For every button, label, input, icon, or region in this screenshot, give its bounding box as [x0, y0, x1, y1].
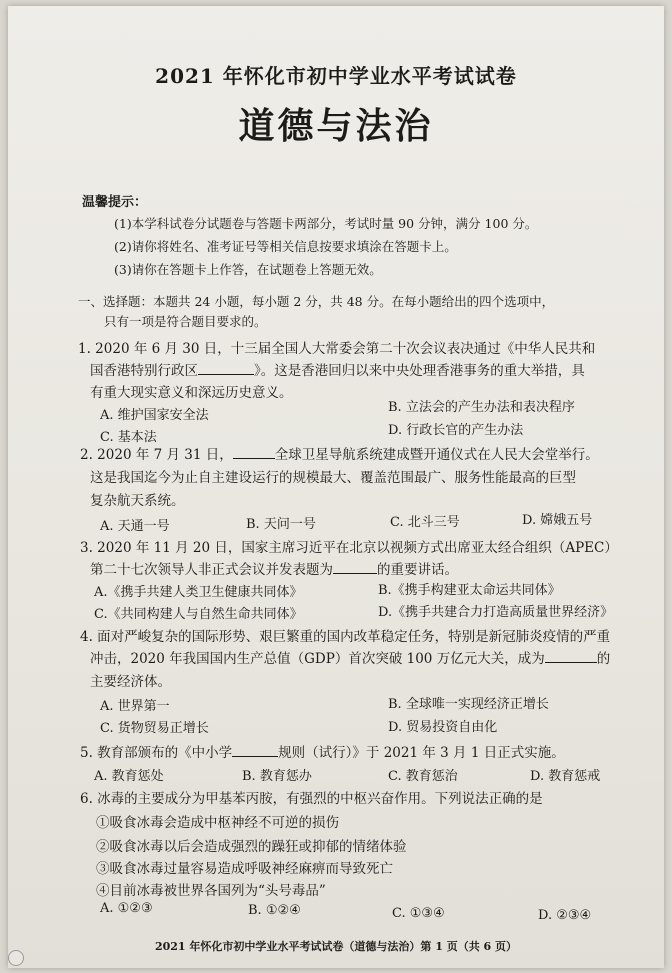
option-c: C.《共同构建人与自然生命共同体》 [94, 607, 303, 622]
option-b: B.《携手构建亚太命运共同体》 [378, 583, 561, 598]
option-b: B. 天问一号 [246, 517, 316, 532]
question-1-text: 有重大现实意义和深远历史意义。 [90, 385, 293, 401]
tip-item: (3)请你在答题卡上作答，在试题卷上答题无效。 [114, 262, 382, 277]
answer-blank [198, 362, 254, 375]
option-a: A. 天通一号 [100, 519, 170, 534]
option-a: A. 维护国家安全法 [100, 408, 209, 423]
answer-blank [545, 650, 597, 663]
option-d: D. 嫦娥五号 [522, 513, 593, 528]
option-b: B. 立法会的产生办法和表决程序 [388, 400, 575, 415]
question-3-text: 3. 2020 年 11 月 20 日，国家主席习近平在北京以视频方式出席亚太经合组织（APEC） [80, 540, 618, 556]
option-b: B. ①②④ [248, 903, 301, 918]
tips-heading: 温馨提示： [82, 195, 148, 210]
option-d: D. ②③④ [538, 908, 592, 923]
corner-mark-icon [8, 950, 24, 966]
statement-item: ①吸食冰毒会造成中枢神经不可逆的损伤 [96, 815, 339, 831]
option-c: C. ①③④ [392, 906, 445, 921]
question-4-text: 主要经济体。 [90, 674, 171, 690]
question-2-text: 这是我国迄今为止自主建设运行的规模最大、覆盖范围最广、服务性能最高的巨型 [90, 470, 576, 486]
page-footer: 2021 年怀化市初中学业水平考试试卷（道德与法治）第 1 页（共 6 页） [154, 940, 518, 953]
option-a: A. 教育惩处 [94, 769, 164, 784]
option-a: A.《携手共建人类卫生健康共同体》 [94, 585, 303, 600]
exam-title: 2021 年怀化市初中学业水平考试试卷 [155, 64, 517, 88]
statement-item: ③吸食冰毒过量容易造成呼吸神经麻痹而导致死亡 [96, 861, 393, 877]
question-3-text: 第二十七次领导人非正式会议并发表题为 的重要讲话。 [90, 562, 458, 578]
option-d: D. 行政长官的产生办法 [388, 423, 524, 438]
option-c: C. 教育惩治 [388, 769, 458, 784]
question-1-text: 1. 2020 年 6 月 30 日，十三届全国人大常委会第二十次会议表决通过《中华人民共和 [78, 341, 596, 357]
section-heading: 一、选择题：本题共 24 小题，每小题 2 分，共 48 分。在每小题给出的四个选项中， [78, 294, 555, 309]
answer-blank [333, 561, 377, 574]
option-b: B. 全球唯一实现经济正增长 [388, 697, 549, 712]
statement-item: ②吸食冰毒以后会造成强烈的躁狂或抑郁的情绪体验 [96, 839, 407, 855]
subject-title: 道德与法治 [238, 105, 434, 147]
option-a: A. 世界第一 [100, 699, 170, 714]
section-heading-cont: 只有一项是符合题目要求的。 [104, 314, 267, 329]
option-a: A. ①②③ [100, 901, 153, 916]
question-2-text: 2. 2020 年 7 月 31 日， 全球卫星导航系统建成暨开通仪式在人民大会堂举行。 [80, 447, 599, 463]
question-5-text: 5. 教育部颁布的《中小学 规则（试行）》于 2021 年 3 月 1 日正式实施。 [80, 745, 565, 761]
answer-blank [232, 744, 278, 757]
option-c: C. 基本法 [100, 430, 157, 445]
question-1-text: 国香港特别行政区 》。这是香港回归以来中央处理香港事务的重大举措，具 [90, 363, 585, 379]
question-6-text: 6. 冰毒的主要成分为甲基苯丙胺，有强烈的中枢兴奋作用。下列说法正确的是 [80, 791, 543, 807]
answer-blank [233, 446, 275, 459]
option-c: C. 货物贸易正增长 [100, 721, 209, 736]
option-d: D. 教育惩戒 [530, 769, 601, 784]
tip-item: (1)本学科试卷分试题卷与答题卡两部分，考试时量 90 分钟，满分 100 分。 [114, 216, 538, 231]
exam-page [8, 6, 664, 968]
question-4-text: 4. 面对严峻复杂的国际形势、艰巨繁重的国内改革稳定任务，特别是新冠肺炎疫情的严重 [80, 629, 611, 645]
option-b: B. 教育惩办 [242, 769, 312, 784]
option-d: D. 贸易投资自由化 [388, 720, 498, 735]
question-4-text: 冲击，2020 年我国国内生产总值（GDP）首次突破 100 万亿元大关，成为 的 [90, 651, 611, 667]
question-2-text: 复杂航天系统。 [90, 493, 185, 509]
option-d: D.《携手共建合力打造高质量世界经济》 [378, 605, 614, 620]
statement-item: ④目前冰毒被世界各国列为“头号毒品” [96, 883, 326, 899]
option-c: C. 北斗三号 [390, 515, 460, 530]
tip-item: (2)请你将姓名、准考证号等相关信息按要求填涂在答题卡上。 [114, 239, 457, 254]
